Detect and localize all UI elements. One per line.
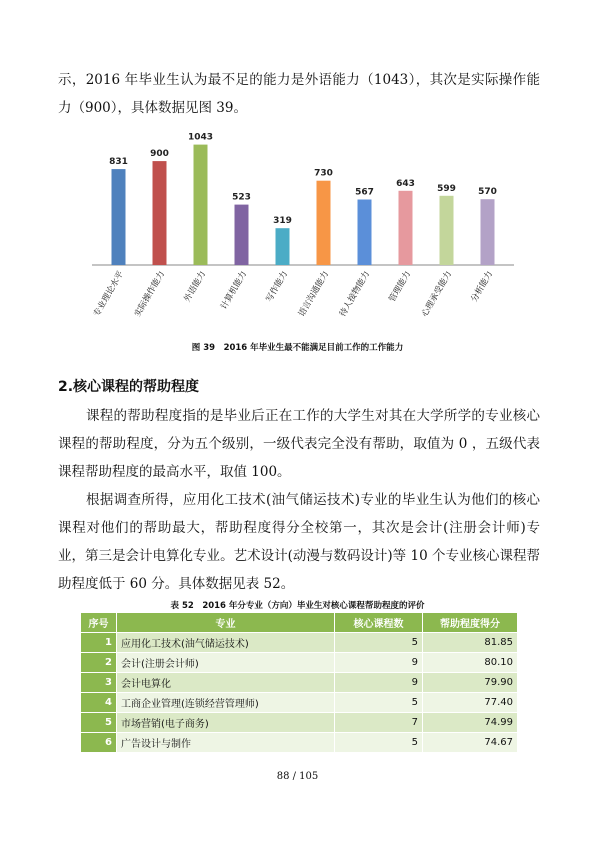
table-header-row bbox=[81, 613, 518, 633]
table-row bbox=[81, 693, 518, 713]
category-tick-label: 外语能力 bbox=[182, 269, 209, 304]
row-score: 74.67 bbox=[423, 733, 518, 753]
bar-value-label: 643 bbox=[396, 178, 415, 189]
row-score: 77.40 bbox=[423, 693, 518, 713]
row-courses: 5 bbox=[335, 693, 423, 713]
category-tick-label: 专业理论水平 bbox=[91, 269, 127, 319]
bar-value-label: 319 bbox=[273, 216, 292, 227]
row-score: 81.85 bbox=[423, 633, 518, 653]
row-courses: 5 bbox=[335, 633, 423, 653]
category-tick-label: 计算机能力 bbox=[219, 269, 250, 312]
table-row bbox=[81, 733, 518, 753]
row-courses: 9 bbox=[335, 673, 423, 693]
category-tick-label: 待人接物能力 bbox=[337, 269, 373, 319]
col-header-courses: 核心课程数 bbox=[335, 613, 423, 633]
bar-5 bbox=[317, 181, 331, 265]
bar-value-label: 523 bbox=[232, 192, 251, 203]
page-number: 88 / 105 bbox=[276, 771, 319, 782]
row-score: 79.90 bbox=[423, 673, 518, 693]
bar-2 bbox=[194, 145, 208, 265]
row-major: 工商企业管理(连锁经营管理师) bbox=[117, 693, 335, 713]
row-courses: 7 bbox=[335, 713, 423, 733]
category-tick-label: 分析能力 bbox=[469, 269, 496, 304]
bar-value-label: 567 bbox=[355, 187, 374, 198]
row-index: 1 bbox=[81, 633, 117, 653]
row-index: 6 bbox=[81, 733, 117, 753]
table-row bbox=[81, 633, 518, 653]
bar-1 bbox=[153, 161, 167, 265]
result-paragraph: 根据调查所得，应用化工技术(油气储运技术)专业的毕业生认为他们的核心课程对他们的帮助最大，帮助程度得分全校第一，其次是会计(注册会计师)专业，第三是会计电算化专业。艺术设计(动漫与数码设计)等 10 个专业核心课程帮助程度低于 60 分。具体数据见表 52。 bbox=[58, 492, 540, 592]
help-degree-table bbox=[80, 612, 518, 753]
row-index: 5 bbox=[81, 713, 117, 733]
bar-9 bbox=[481, 199, 495, 265]
category-tick-label: 写作能力 bbox=[264, 269, 291, 304]
row-index: 4 bbox=[81, 693, 117, 713]
col-header-major: 专业 bbox=[117, 613, 335, 633]
row-major: 会计(注册会计师) bbox=[117, 653, 335, 673]
row-index: 2 bbox=[81, 653, 117, 673]
bar-value-label: 730 bbox=[314, 168, 333, 179]
bar-value-label: 1043 bbox=[187, 132, 214, 143]
ability-bar-chart bbox=[70, 128, 525, 333]
figure-caption: 图 39 2016 年毕业生最不能满足目前工作的工作能力 bbox=[191, 343, 404, 353]
col-header-score: 帮助程度得分 bbox=[423, 613, 518, 633]
bar-value-label: 831 bbox=[109, 157, 128, 168]
table-row bbox=[81, 653, 518, 673]
row-major: 广告设计与制作 bbox=[117, 733, 335, 753]
bar-value-label: 599 bbox=[437, 183, 456, 194]
category-tick-label: 语言沟通能力 bbox=[296, 269, 332, 319]
category-tick-label: 实际操作能力 bbox=[132, 269, 168, 319]
bar-8 bbox=[440, 196, 454, 265]
col-header-index: 序号 bbox=[81, 613, 117, 633]
table-row bbox=[81, 713, 518, 733]
bar-value-label: 900 bbox=[150, 149, 169, 160]
row-score: 74.99 bbox=[423, 713, 518, 733]
row-major: 市场营销(电子商务) bbox=[117, 713, 335, 733]
table-caption: 表 52 2016 年分专业（方向）毕业生对核心课程帮助程度的评价 bbox=[170, 601, 425, 611]
section-heading: 2.核心课程的帮助程度 bbox=[58, 379, 200, 395]
definition-paragraph: 课程的帮助程度指的是毕业后正在工作的大学生对其在大学所学的专业核心课程的帮助程度，分为五个级别，一级代表完全没有帮助，取值为 0 ，五级代表课程帮助程度的最高水平，取值 100。 bbox=[58, 408, 540, 480]
row-courses: 9 bbox=[335, 653, 423, 673]
bar-6 bbox=[358, 200, 372, 266]
table-row bbox=[81, 673, 518, 693]
row-courses: 5 bbox=[335, 733, 423, 753]
row-index: 3 bbox=[81, 673, 117, 693]
row-major: 会计电算化 bbox=[117, 673, 335, 693]
row-major: 应用化工技术(油气储运技术) bbox=[117, 633, 335, 653]
bar-4 bbox=[276, 228, 290, 265]
intro-paragraph: 示，2016 年毕业生认为最不足的能力是外语能力（1043），其次是实际操作能力（900），具体数据见图 39。 bbox=[58, 72, 540, 116]
bar-value-label: 570 bbox=[478, 187, 497, 198]
row-score: 80.10 bbox=[423, 653, 518, 673]
bar-3 bbox=[235, 205, 249, 265]
bar-7 bbox=[399, 191, 413, 265]
bar-0 bbox=[112, 169, 126, 265]
category-tick-label: 管理能力 bbox=[387, 269, 414, 304]
category-tick-label: 心理承受能力 bbox=[419, 269, 455, 319]
